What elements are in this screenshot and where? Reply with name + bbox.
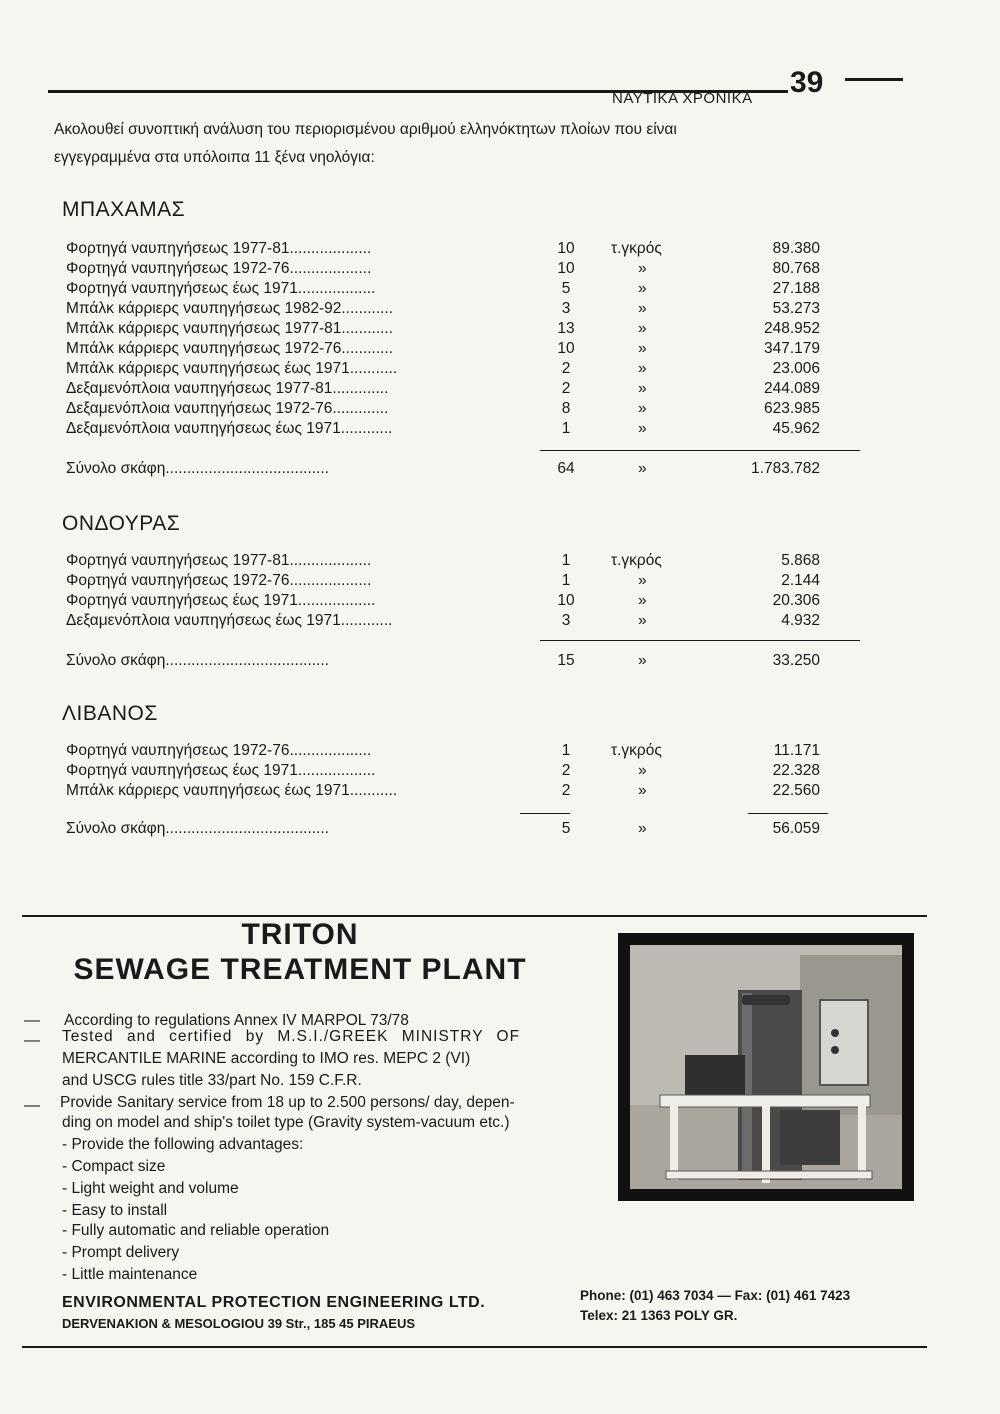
table-row (66, 280, 826, 300)
total-count: 64 (557, 460, 575, 477)
row-label: Μπάλκ κάρριερς ναυπηγήσεως 1982-92............ (66, 300, 394, 317)
total-count: 15 (557, 652, 575, 669)
table-row (66, 420, 826, 440)
row-tonnage: 23.006 (772, 360, 820, 377)
photo-frame (630, 945, 902, 1189)
row-unit: » (638, 420, 647, 437)
table-row (66, 400, 826, 420)
total-unit: » (638, 460, 647, 477)
ad-advantage: - Provide the following advantages: (62, 1136, 304, 1153)
ad-top-rule (22, 915, 927, 917)
total-rule-tonnage (748, 813, 828, 814)
row-tonnage: 22.560 (772, 782, 820, 799)
ad-advantage: - Fully automatic and reliable operation (62, 1222, 330, 1239)
row-count: 1 (561, 742, 571, 759)
total-row (66, 820, 826, 840)
row-unit: τ.γκρός (611, 240, 662, 257)
total-tonnage: 1.783.782 (751, 460, 820, 477)
row-label: Δεξαμενόπλοια ναυπηγήσεως 1977-81............. (66, 380, 389, 397)
table-row (66, 360, 826, 380)
row-unit: » (638, 300, 647, 317)
row-unit: τ.γκρός (611, 742, 662, 759)
row-tonnage: 45.962 (772, 420, 820, 437)
section-title-honduras: ΟΝΔΟΥΡΑΣ (62, 512, 181, 535)
row-count: 2 (561, 360, 571, 377)
total-label: Σύνολο σκάφη...................................... (66, 460, 329, 477)
table-row (66, 260, 826, 280)
table-row (66, 552, 826, 572)
row-tonnage: 53.273 (772, 300, 820, 317)
row-count: 2 (561, 762, 571, 779)
contact-phone-fax: Phone: (01) 463 7034 — Fax: (01) 461 7423 (580, 1288, 851, 1303)
row-unit: » (638, 782, 647, 799)
row-unit: » (638, 612, 647, 629)
ad-bullet-cont: MERCANTILE MARINE according to IMO res. MEPC 2 (VI) (62, 1050, 471, 1067)
total-rule-count (520, 813, 570, 814)
header-rule-right (845, 78, 903, 81)
page-number: 39 (790, 66, 824, 99)
ad-bullet-cont: and USCG rules title 33/part No. 159 C.F.R. (62, 1072, 362, 1089)
company-address: DERVENAKION & MESOLOGIOU 39 Str., 185 45 PIRAEUS (62, 1316, 416, 1331)
total-row (66, 460, 826, 480)
row-count: 1 (561, 572, 571, 589)
table-row (66, 340, 826, 360)
row-label: Δεξαμενόπλοια ναυπηγήσεως έως 1971............ (66, 420, 393, 437)
row-label: Φορτηγά ναυπηγήσεως έως 1971.................. (66, 592, 376, 609)
row-tonnage: 20.306 (772, 592, 820, 609)
total-rule (540, 450, 860, 451)
contact-telex: Telex: 21 1363 POLY GR. (580, 1308, 738, 1323)
total-tonnage: 56.059 (772, 820, 820, 837)
row-label: Μπάλκ κάρριερς ναυπηγήσεως έως 1971........... (66, 782, 398, 799)
row-label: Μπάλκ κάρριερς ναυπηγήσεως 1977-81............ (66, 320, 394, 337)
row-tonnage: 80.768 (772, 260, 820, 277)
row-count: 1 (561, 420, 571, 437)
row-label: Φορτηγά ναυπηγήσεως έως 1971.................. (66, 280, 376, 297)
ad-advantage: - Prompt delivery (62, 1244, 180, 1261)
ad-bullet: According to regulations Annex IV MARPOL 73/78 (64, 1012, 409, 1029)
row-count: 8 (561, 400, 571, 417)
ad-advantage: - Little maintenance (62, 1266, 198, 1283)
ad-bullet: Provide Sanitary service from 18 up to 2.500 persons/ day, depen- (60, 1094, 515, 1111)
row-tonnage: 4.932 (781, 612, 820, 629)
table-row (66, 742, 826, 762)
row-label: Φορτηγά ναυπηγήσεως 1972-76................... (66, 260, 372, 277)
row-tonnage: 22.328 (772, 762, 820, 779)
row-tonnage: 347.179 (763, 340, 820, 357)
table-row (66, 320, 826, 340)
row-unit: τ.γκρός (611, 552, 662, 569)
row-label: Φορτηγά ναυπηγήσεως 1972-76................... (66, 742, 372, 759)
row-count: 3 (561, 612, 571, 629)
row-label: Μπάλκ κάρριερς ναυπηγήσεως έως 1971........... (66, 360, 398, 377)
ad-bottom-rule (22, 1346, 927, 1348)
row-label: Φορτηγά ναυπηγήσεως 1977-81................... (66, 552, 372, 569)
table-row (66, 240, 826, 260)
row-unit: » (638, 572, 647, 589)
table-row (66, 762, 826, 782)
section-title-bahamas: ΜΠΑΧΑΜΑΣ (62, 198, 186, 221)
row-label: Φορτηγά ναυπηγήσεως έως 1971.................. (66, 762, 376, 779)
row-count: 3 (561, 300, 571, 317)
row-tonnage: 5.868 (781, 552, 820, 569)
table-row (66, 300, 826, 320)
row-count: 10 (557, 240, 575, 257)
row-count: 13 (557, 320, 575, 337)
row-unit: » (638, 280, 647, 297)
ad-advantage: - Light weight and volume (62, 1180, 239, 1197)
total-unit: » (638, 652, 647, 669)
row-label: Δεξαμενόπλοια ναυπηγήσεως έως 1971............ (66, 612, 393, 629)
table-row (66, 572, 826, 592)
product-photo (618, 933, 914, 1201)
row-count: 10 (557, 340, 575, 357)
row-label: Δεξαμενόπλοια ναυπηγήσεως 1972-76............. (66, 400, 389, 417)
total-unit: » (638, 820, 647, 837)
row-tonnage: 11.171 (773, 742, 820, 759)
row-count: 2 (561, 782, 571, 799)
table-row (66, 380, 826, 400)
row-label: Φορτηγά ναυπηγήσεως 1977-81................... (66, 240, 372, 257)
total-row (66, 652, 826, 672)
row-unit: » (638, 400, 647, 417)
row-tonnage: 89.380 (772, 240, 820, 257)
ad-advantage: - Compact size (62, 1158, 166, 1175)
ad-bullet: Tested and certified by M.S.I./GREEK MINISTRY OF (62, 1028, 521, 1045)
row-tonnage: 623.985 (763, 400, 820, 417)
ad-advantage: - Easy to install (62, 1202, 168, 1219)
table-row (66, 592, 826, 612)
section-title-lebanon: ΛΙΒΑΝΟΣ (62, 702, 158, 725)
ad-bullet-cont: ding on model and ship's toilet type (Gravity system-vacuum etc.) (62, 1114, 510, 1131)
row-unit: » (638, 340, 647, 357)
bullet-dash: — (24, 1012, 40, 1029)
sewage-plant-illustration (630, 945, 902, 1189)
row-tonnage: 2.144 (781, 572, 820, 589)
total-tonnage: 33.250 (772, 652, 820, 669)
row-count: 10 (557, 260, 575, 277)
row-unit: » (638, 380, 647, 397)
total-label: Σύνολο σκάφη...................................... (66, 652, 329, 669)
row-count: 2 (561, 380, 571, 397)
table-row (66, 782, 826, 802)
table-row (66, 612, 826, 632)
row-tonnage: 244.089 (763, 380, 820, 397)
intro-line-2: εγγεγραμμένα στα υπόλοιπα 11 ξένα νηολόγια: (54, 149, 375, 166)
row-tonnage: 248.952 (763, 320, 820, 337)
intro-line-1: Ακολουθεί συνοπτική ανάλυση του περιορισμένου αριθμού ελληνόκτητων πλοίων που είναι (54, 121, 677, 138)
row-unit: » (638, 260, 647, 277)
row-tonnage: 27.188 (772, 280, 820, 297)
total-count: 5 (561, 820, 571, 837)
row-unit: » (638, 762, 647, 779)
magazine-title: ΝΑΥΤΙΚΑ ΧΡΟΝΙΚΑ (612, 90, 753, 107)
row-count: 1 (561, 552, 571, 569)
row-unit: » (638, 320, 647, 337)
total-label: Σύνολο σκάφη...................................... (66, 820, 329, 837)
row-count: 10 (557, 592, 575, 609)
row-unit: » (638, 360, 647, 377)
intro-paragraph (54, 116, 834, 172)
row-count: 5 (561, 280, 571, 297)
ad-title-product: SEWAGE TREATMENT PLANT (73, 953, 527, 986)
row-label: Μπάλκ κάρριερς ναυπηγήσεως 1972-76............ (66, 340, 394, 357)
ad-title-brand: TRITON (241, 918, 359, 951)
bullet-dash: — (24, 1032, 40, 1049)
total-rule (540, 640, 860, 641)
company-name: ENVIRONMENTAL PROTECTION ENGINEERING LTD. (62, 1294, 486, 1311)
row-label: Φορτηγά ναυπηγήσεως 1972-76................... (66, 572, 372, 589)
bullet-dash: — (24, 1097, 40, 1114)
row-unit: » (638, 592, 647, 609)
